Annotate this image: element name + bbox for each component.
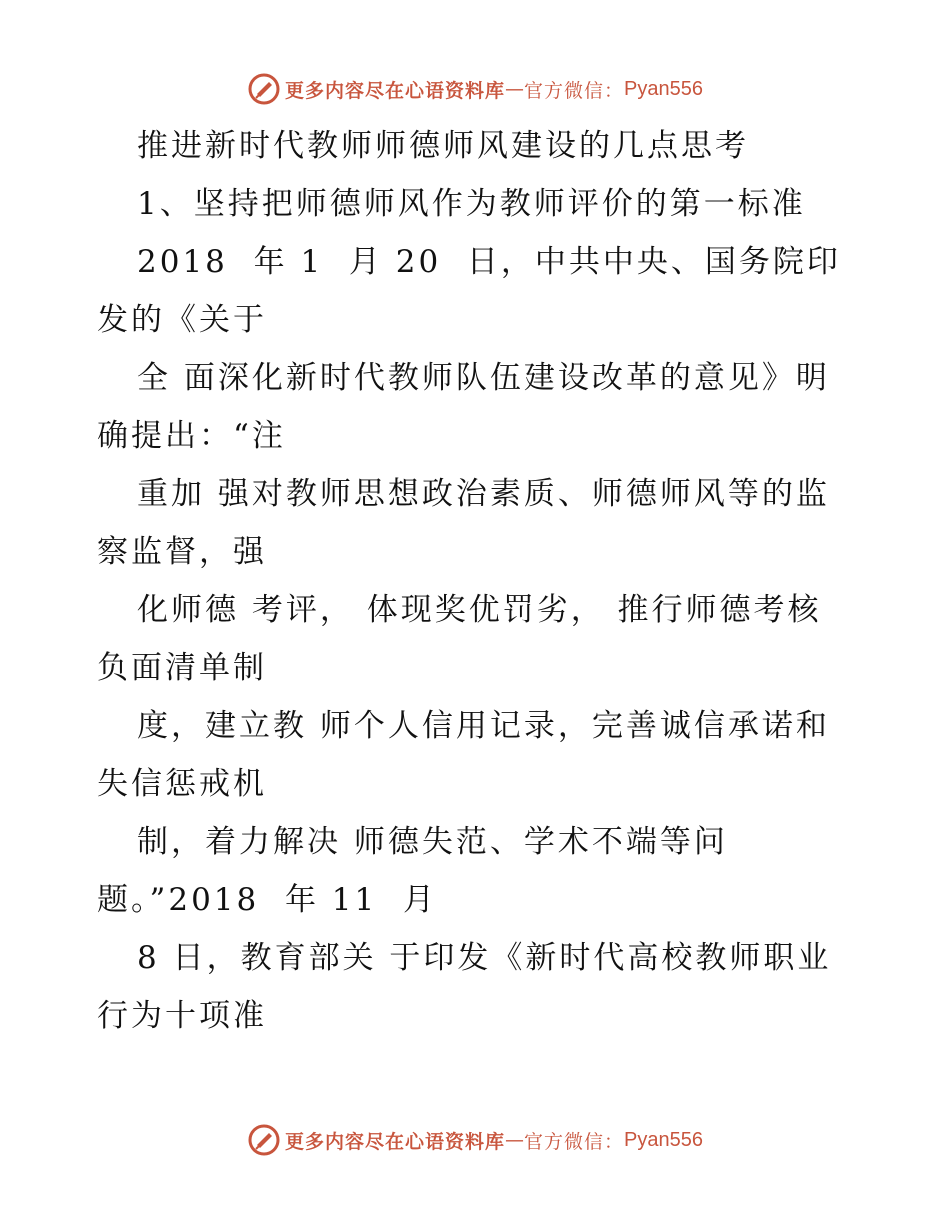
paragraph-line: 化师德 考评， 体现奖优罚劣， 推行师德考核: [137, 592, 822, 628]
paragraph-line: 2018 年 1 月 20 日，中共中央、国务院印: [137, 244, 841, 280]
seal-logo-icon: [247, 72, 281, 106]
banner-dash: —: [505, 78, 525, 100]
paragraph-line: 行为十项准: [97, 998, 267, 1034]
section-heading: 1、坚持把师德师风作为教师评价的第一标准: [137, 186, 806, 222]
paragraph-line: 负面清单制: [97, 650, 267, 686]
document-body: [97, 117, 842, 1045]
banner-dash: —: [505, 1129, 525, 1151]
banner-wechat-id: Pyan556: [624, 77, 703, 100]
header-watermark: [0, 72, 950, 106]
banner-text: 更多内容尽在心语资料库: [285, 79, 506, 102]
paragraph-line: 重加 强对教师思想政治素质、师德师风等的监: [137, 476, 830, 512]
paragraph-line: 失信惩戒机: [97, 766, 267, 802]
paragraph-line: 确提出：“注: [97, 418, 286, 454]
banner-wechat-id: Pyan556: [624, 1128, 703, 1151]
seal-logo-icon: [247, 1123, 281, 1157]
paragraph-line: 全 面深化新时代教师队伍建设改革的意见》明: [137, 360, 830, 396]
banner-wechat-label: 官方微信：: [524, 79, 625, 102]
document-title: 推进新时代教师师德师风建设的几点思考: [137, 128, 749, 164]
footer-watermark: [0, 1123, 950, 1157]
banner-wechat-label: 官方微信：: [524, 1130, 625, 1153]
paragraph-line: 题。”2018 年 11 月: [97, 882, 437, 918]
banner-text: 更多内容尽在心语资料库: [285, 1130, 506, 1153]
paragraph-line: 8 日，教育部关 于印发《新时代高校教师职业: [137, 940, 832, 976]
paragraph-line: 制，着力解决 师德失范、学术不端等问: [137, 824, 728, 860]
paragraph-line: 发的《关于: [97, 302, 267, 338]
paragraph-line: 度，建立教 师个人信用记录，完善诚信承诺和: [137, 708, 830, 744]
paragraph-line: 察监督，强: [97, 534, 267, 570]
